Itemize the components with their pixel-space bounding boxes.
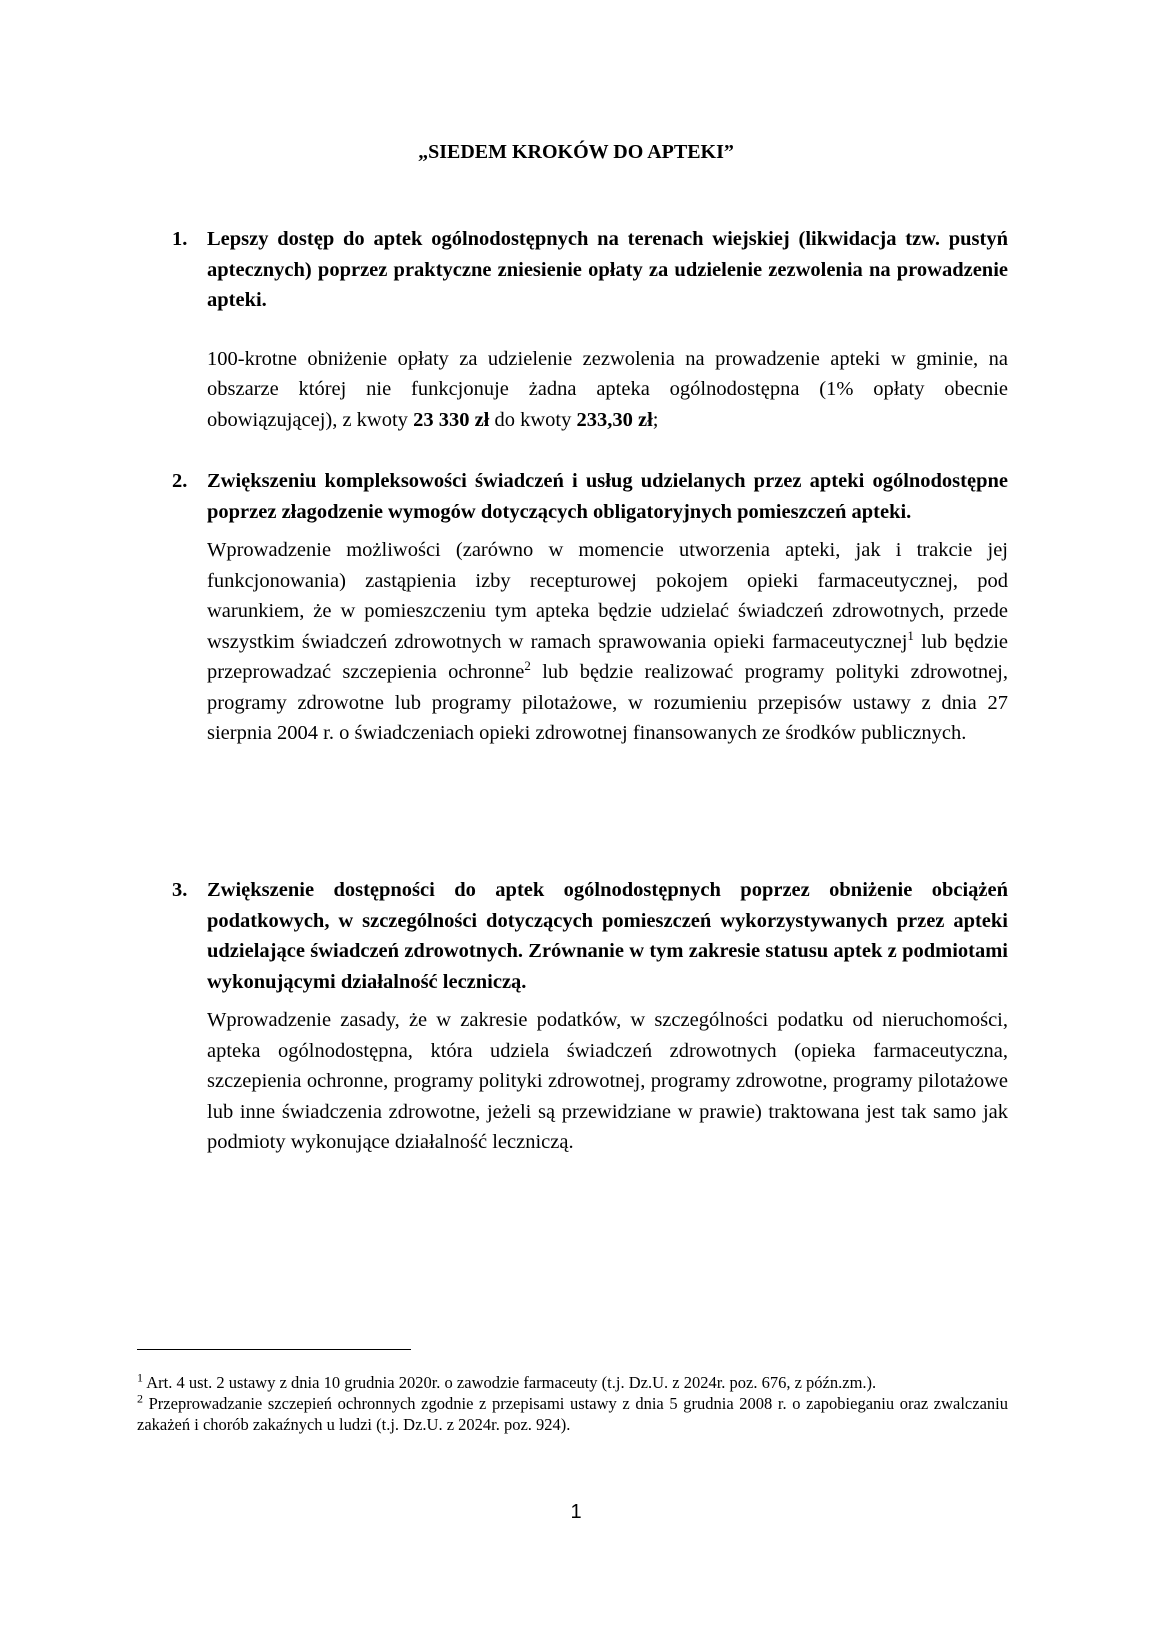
list-item-body — [207, 466, 1008, 749]
text-segment: Wprowadzenie możliwości (zarówno w momencie utworzenia apteki, jak i trakcie jej funkcjonowania) zastąpienia izby recepturowej pokojem opieki farmaceutycznej, pod warunkiem, że w pomieszczeniu tym apteka będzie udzielać świadczeń zdrowotnych, przede wszystkim świadczeń zdrowotnych w ramach sprawowania opieki farmaceutycznej — [207, 539, 1008, 653]
footnote-2 — [137, 1393, 1008, 1435]
list-item-number: 1. — [172, 228, 188, 250]
footnote-ref-2[interactable]: 2 — [524, 658, 531, 674]
list-item-number: 3. — [172, 879, 188, 901]
list-item-text — [207, 344, 1008, 436]
text-segment: ; — [652, 408, 659, 431]
list-item-heading: Lepszy dostęp do aptek ogólnodostępnych na terenach wiejskiej (likwidacja tzw. pustyń aptecznych) poprzez praktyczne zniesienie opłaty za udzielenie zezwolenia na prowadzenie apteki. — [207, 228, 1008, 311]
list-item-heading: Zwiększenie dostępności do aptek ogólnodostępnych poprzez obniżenie obciążeń podatkowych, w szczególności dotyczących pomieszczeń wykorzystywanych przez apteki udzielające świadczeń zdrowotnych. Zrównanie w tym zakresie statusu aptek z podmiotami wykonującymi działalność leczniczą. — [207, 879, 1008, 993]
footnotes — [137, 1372, 1008, 1435]
list-item-heading: Zwiększeniu kompleksowości świadczeń i usług udzielanych przez apteki ogólnodostępne poprzez złagodzenie wymogów dotyczących obligatoryjnych pomieszczeń apteki. — [207, 470, 1008, 523]
text-segment: do kwoty — [489, 408, 577, 431]
footnote-text: Art. 4 ust. 2 ustawy z dnia 10 grudnia 2020r. o zawodzie farmaceuty (t.j. Dz.U. z 2024r. poz. 676, z późn.zm.). — [143, 1373, 877, 1392]
text-segment: lub będzie przeprowadzać szczepienia ochronne — [207, 630, 1008, 683]
footnote-marker: 1 — [137, 1370, 143, 1385]
amount-to: 233,30 zł — [576, 408, 653, 431]
document-title: „SIEDEM KROKÓW DO APTEKI” — [418, 141, 734, 163]
footnote-1 — [137, 1372, 1008, 1393]
amount-from: 23 330 zł — [413, 408, 490, 431]
footnote-ref-1[interactable]: 1 — [907, 627, 914, 643]
list-item-number: 2. — [172, 470, 188, 492]
text-segment: lub będzie realizować programy polityki zdrowotnej, programy zdrowotne lub programy pilotażowe, w rozumieniu przepisów ustawy z dnia 27 sierpnia 2004 r. o świadczeniach opieki zdrowotnej finansowanych ze środków publicznych. — [207, 661, 1009, 744]
list-item-text: Wprowadzenie zasady, że w zakresie podatków, w szczególności podatku od nieruchomości, apteka ogólnodostępna, która udziela świadczeń zdrowotnych (opieka farmaceutyczna, szczepienia ochronne, programy polityki zdrowotnej, programy zdrowotne, programy pilotażowe lub inne świadczenia zdrowotne, jeżeli są przewidziane w prawie) traktowana jest tak samo jak podmioty wykonujące działalność leczniczą. — [207, 1009, 1008, 1153]
footnote-separator — [137, 1349, 411, 1350]
page-number: 1 — [570, 1501, 582, 1523]
text-segment: 100-krotne obniżenie opłaty za udzielenie zezwolenia na prowadzenie apteki w gminie, na obszarze której nie funkcjonuje żadna apteka ogólnodostępna (1% opłaty obecnie obowiązującej), z kwoty — [207, 347, 1008, 431]
footnote-marker: 2 — [137, 1391, 143, 1406]
list-item-text — [207, 535, 1008, 749]
list-item-body — [207, 875, 1008, 1158]
list-item-body — [207, 224, 1008, 435]
footnote-text: Przeprowadzanie szczepień ochronnych zgodnie z przepisami ustawy z dnia 5 grudnia 2008 r. o zapobieganiu oraz zwalczaniu zakażeń i chorób zakaźnych u ludzi (t.j. Dz.U. z 2024r. poz. 924). — [137, 1394, 1008, 1434]
